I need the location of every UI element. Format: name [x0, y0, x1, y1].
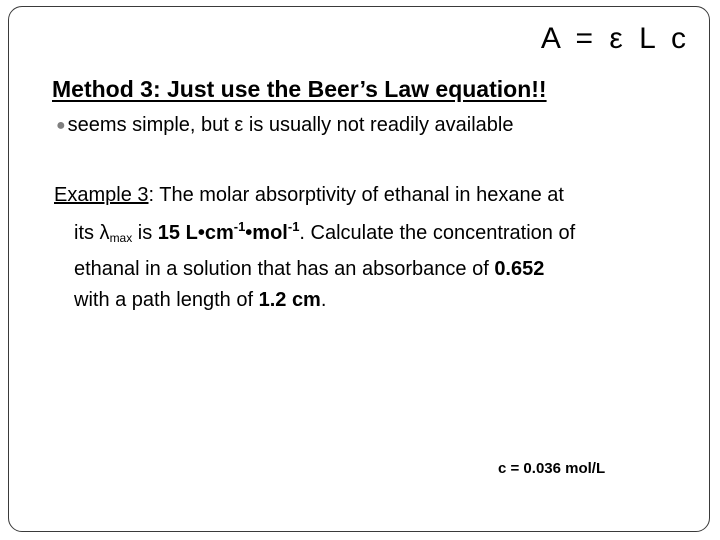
lambda-subscript: max — [109, 231, 133, 245]
example-label: Example 3 — [54, 184, 149, 206]
example-line-1 — [54, 180, 694, 211]
example-is: is — [132, 222, 158, 244]
bullet-icon: ● — [56, 117, 66, 134]
example-line4-text: with a path length of — [74, 289, 259, 311]
absorbance-value: 0.652 — [494, 258, 545, 280]
eps-value-text: 15 L•cm — [157, 222, 234, 244]
path-length-value: 1.2 cm — [258, 289, 321, 311]
example-after-units: . Calculate the concentration of — [299, 222, 576, 244]
example-line-3 — [54, 254, 694, 285]
example-line4-end: . — [320, 289, 327, 311]
bullet-text: seems simple, but ε is usually not readily available — [67, 114, 514, 136]
slide-title: Method 3: Just use the Beer’s Law equation!! — [52, 76, 547, 102]
molar-absorptivity-value — [157, 219, 300, 244]
beer-law-formula: A = ε L c — [540, 22, 690, 55]
example-line3-text: ethanal in a solution that has an absorbance of — [74, 258, 495, 280]
eps-superscript-1: -1 — [233, 219, 246, 234]
eps-mol-text: •mol — [245, 222, 288, 244]
example-intro: : The molar absorptivity of ethanal in hexane at — [148, 184, 564, 206]
example-problem — [54, 180, 694, 316]
example-its-lambda: its λ — [74, 222, 110, 244]
eps-superscript-2: -1 — [287, 219, 300, 234]
example-line-2 — [54, 211, 694, 254]
answer-text: c = 0.036 mol/L — [498, 460, 606, 477]
bullet-item — [56, 114, 513, 137]
example-line-4 — [54, 285, 694, 316]
